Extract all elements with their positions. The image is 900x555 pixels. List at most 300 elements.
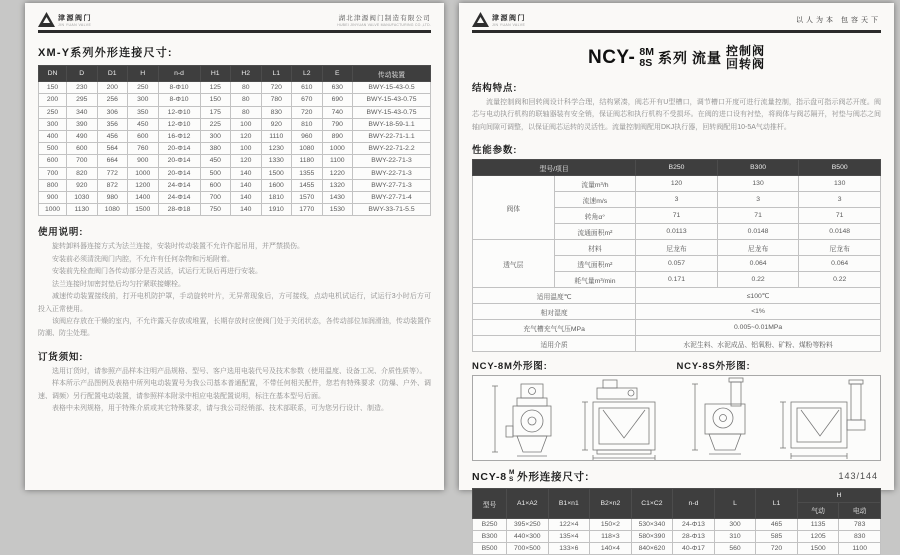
table-cell: 1530 [322,204,353,216]
table-cell: 0.064 [717,256,799,272]
table-cell: DN [39,66,67,82]
row-label: 流速m/s [554,192,636,208]
table-cell: H2 [231,66,262,82]
drawing-8m-front [492,384,551,456]
table-cell: 1100 [322,155,353,167]
usage-paragraph: 减速传动装置接线前，打开电机防护罩，手动旋转叶片，无异常现象后，方可接线，点动电机试运行，试运行3小时后方可投入正常使用。 [38,293,431,313]
table-cell: 传动装置 [353,66,431,82]
header-company-block [337,15,431,27]
table-cell: 12-Φ10 [158,118,200,130]
left-page [25,3,444,490]
table-cell: 295 [67,94,98,106]
table-cell: 1230 [261,143,292,155]
table-cell: C1×C2 [631,489,673,518]
table-row [473,518,881,530]
table-cell: 0.0148 [717,224,799,240]
table-cell: 0.057 [636,256,718,272]
table-cell: 225 [200,118,231,130]
table-cell: 830 [839,530,881,542]
brand-logo [38,12,92,27]
row-label: 适用介质 [473,336,636,352]
table-cell: 100 [231,118,262,130]
table-cell: 783 [839,518,881,530]
brand-name: 津源阀门 [492,15,526,23]
dims-title-variants [509,470,515,484]
table-cell: H1 [200,66,231,82]
series-model-bottom: 8S [639,57,653,70]
table-cell: 840×620 [631,543,673,555]
table-cell: BWY-15-43-0.5 [353,82,431,94]
table-cell: 150 [39,82,67,94]
table-cell: 300 [39,118,67,130]
table-cell: 71 [636,208,718,224]
table-head [39,66,431,82]
table-cell: 140 [231,167,262,179]
table-cell: 200 [97,82,128,94]
table-cell: 1100 [839,543,881,555]
table-cell: 780 [261,94,292,106]
table-cell: B250 [636,160,718,176]
table-cell: 700×500 [507,543,549,555]
table-cell: BWY-22-71-1.1 [353,130,431,142]
table-cell: 140 [231,179,262,191]
table-cell: 0.171 [636,272,718,288]
row-label: 材料 [554,240,636,256]
table-cell: 760 [128,143,159,155]
table-cell: 920 [261,118,292,130]
mountain-triangle-logo-icon [472,12,489,27]
table-cell: 80 [231,106,262,118]
table-cell: L1 [756,489,798,518]
drawing-title-8m: NCY-8M外形图: [472,361,548,373]
table-row [473,304,881,320]
table-cell: 8-Φ10 [158,82,200,94]
table-cell: 230 [67,82,98,94]
table-cell: 71 [717,208,799,224]
table-cell: B500 [473,543,507,555]
dims-title-bottom: S [508,475,515,483]
row-label: 透气面积m² [554,256,636,272]
table-row [473,288,881,304]
table-body [39,82,431,216]
table-cell: 尼龙布 [799,240,881,256]
table-cell: 0.005~0.01MPa [636,320,881,336]
table-cell: 440×300 [507,530,549,542]
table-cell: 型号 [473,489,507,518]
usage-heading: 使用说明: [38,227,84,239]
table-cell: 71 [799,208,881,224]
table-row [39,130,431,142]
table-cell: 120 [636,176,718,192]
table-cell: 820 [67,167,98,179]
table-cell: 3 [799,192,881,208]
table-cell: 1000 [322,143,353,155]
table-cell: 900 [128,155,159,167]
table-cell: 12-Φ10 [158,106,200,118]
table-cell: 1030 [67,191,98,203]
table-cell: <1% [636,304,881,320]
table-cell: 28-Φ18 [158,204,200,216]
table-cell: 450 [200,155,231,167]
table-cell: 600 [128,130,159,142]
table-cell: 水泥生料、水泥成品、铝氧粉、矿粉、煤粉等粉料 [636,336,881,352]
table-cell: 630 [322,82,353,94]
table-cell: 电动 [839,502,881,518]
table-cell: 1130 [67,204,98,216]
table-cell: 980 [97,191,128,203]
row-label: 充气槽充气气压MPa [473,320,636,336]
table-cell: 140 [231,204,262,216]
table-cell: 1205 [797,530,839,542]
table-cell: 900 [39,191,67,203]
table-cell: 1330 [261,155,292,167]
table-head [473,489,881,518]
table-cell: 890 [322,130,353,142]
drawing-8m-side [582,380,655,460]
table-cell: 24-Φ14 [158,179,200,191]
table-cell: B1×n1 [548,489,590,518]
table-row [39,106,431,118]
table-cell: 1110 [261,130,292,142]
table-cell: 0.064 [799,256,881,272]
table-cell: L [714,489,756,518]
usage-paragraph: 该阀应存放在干燥的室内，不允许露天存放或堆置，长期存放时应使阀门处于关闭状态，各传动部位加润滑油，传动装置作防潮、防尘处理。 [38,317,431,338]
table-cell: 1135 [797,518,839,530]
table-cell: 720 [756,543,798,555]
table-cell: 356 [97,118,128,130]
usage-paragraph: 法兰连接时加密封垫后均匀拧紧联接螺栓。 [52,280,185,288]
table-cell: 133×6 [548,543,590,555]
table-cell: 0.0113 [636,224,718,240]
table-cell: 772 [97,167,128,179]
table-cell: 尼龙布 [636,240,718,256]
table-cell: BWY-22-71-3 [353,167,431,179]
table-cell: 310 [714,530,756,542]
table-cell: H [128,66,159,82]
table-cell: 810 [292,118,323,130]
table-cell: 200 [39,94,67,106]
table-cell: 型号/项目 [473,160,636,176]
table-header-row [473,489,881,502]
table-header-row [473,160,881,176]
table-row [39,94,431,106]
table-cell: A1×A2 [507,489,549,518]
table-body [473,518,881,555]
dims-section-title [472,469,881,484]
table-cell: 250 [39,106,67,118]
table-cell: 790 [322,118,353,130]
table-cell: 20-Φ14 [158,155,200,167]
table-cell: 456 [97,130,128,142]
performance-table [472,159,881,352]
table-row [39,155,431,167]
table-cell: 490 [67,130,98,142]
table-cell: B300 [473,530,507,542]
table-row [39,143,431,155]
table-cell: 530×340 [631,518,673,530]
left-section-title: XM-Y系列外形连接尺寸: [38,47,173,59]
ordering-paragraph: 样本所示产品图例及表格中所列电动装置号为我公司基本普通配置，不带任何相关配件，您若有特殊要求（防爆、户外、调速、调频）另行配置电动装置，请参照样本附录中相应电装配置说明，标注在基本型号后面。 [38,380,431,400]
table-cell: 1455 [292,179,323,191]
table-cell: 40-Φ17 [673,543,715,555]
table-cell: BWY-22-71-3 [353,155,431,167]
features-heading: 结构特点: [472,82,518,94]
valve-type-bottom: 回转阀 [725,57,765,72]
table-cell: BWY-33-71-5.5 [353,204,431,216]
table-cell: 500 [39,143,67,155]
table-cell: 1810 [261,191,292,203]
brand-text-block [58,15,92,27]
table-row [473,176,881,192]
ordering-heading: 订货须知: [38,351,84,363]
table-cell: n-d [673,489,715,518]
table-cell: 气动 [797,502,839,518]
table-cell: 80 [231,94,262,106]
table-cell: 585 [756,530,798,542]
table-cell: 1220 [322,167,353,179]
mountain-triangle-logo-icon [38,12,55,27]
table-cell: n-d [158,66,200,82]
table-cell: 1080 [97,204,128,216]
table-cell: 1910 [261,204,292,216]
table-row [473,530,881,542]
table-cell: 500 [200,167,231,179]
usage-paragraph: 旋转卸料器连接方式为法兰连接，安装时传动装置不允许作起吊用，并严禁损伤。 [52,243,304,251]
valve-outline-drawings [473,376,880,460]
table-cell: 340 [67,106,98,118]
table-cell: B500 [799,160,881,176]
page-number: 143/144 [838,471,878,481]
table-row [39,204,431,216]
page-header [38,12,431,33]
table-cell: E [322,66,353,82]
company-name-latin: HUBEI JINYUAN VALVE MANUFACTURING CO.,LTD. [337,23,431,27]
table-cell: 135×4 [548,530,590,542]
table-cell: D [67,66,98,82]
table-cell: 960 [292,130,323,142]
table-cell: 16-Φ12 [158,130,200,142]
page-header [472,12,881,33]
table-cell: 300 [200,130,231,142]
table-cell: 1570 [292,191,323,203]
ordering-paragraph: 表格中未列规格，用于特殊介质或其它特殊要求，请与我公司经销部、技术部联系，可为您另行设计、制造。 [52,405,388,413]
table-cell: 122×4 [548,518,590,530]
row-label: 相对湿度 [473,304,636,320]
table-cell: 118×3 [590,530,632,542]
table-cell: 600 [39,155,67,167]
table-cell: L2 [292,66,323,82]
table-cell: 395×250 [507,518,549,530]
table-cell: 300 [128,94,159,106]
row-label: 流量m³/h [554,176,636,192]
valve-type-top: 控制阀 [725,44,765,58]
table-cell: 尼龙布 [717,240,799,256]
table-cell: 600 [200,179,231,191]
table-cell: 150×2 [590,518,632,530]
row-label: 适用温度℃ [473,288,636,304]
table-cell: 664 [97,155,128,167]
table-cell: 700 [200,191,231,203]
table-cell: 450 [128,118,159,130]
table-cell: 350 [128,106,159,118]
table-cell: BWY-22-71-2.2 [353,143,431,155]
brand-logo [472,12,526,27]
series-model-prefix: NCY- [587,47,636,69]
table-cell: 1500 [128,204,159,216]
table-cell: 1600 [261,179,292,191]
row-label: 转角α° [554,208,636,224]
table-cell: 130 [799,176,881,192]
table-cell: BWY-18-59-1.1 [353,118,431,130]
table-row [473,320,881,336]
table-cell: 1400 [128,191,159,203]
table-cell: B2×n2 [590,489,632,518]
brand-name-latin: JIN YUAN VALVE [492,22,526,27]
table-cell: 1000 [128,167,159,179]
table-cell: 750 [200,204,231,216]
group-label: 阀体 [473,176,555,240]
series-model-top: 8M [639,46,654,59]
table-cell: 1430 [322,191,353,203]
table-row [39,179,431,191]
table-cell: 920 [67,179,98,191]
table-cell: 28-Φ13 [673,530,715,542]
table-row [473,543,881,555]
table-cell: 130 [717,176,799,192]
table-cell: 8-Φ10 [158,94,200,106]
table-cell: 175 [200,106,231,118]
table-cell: 600 [67,143,98,155]
table-cell: 1320 [322,179,353,191]
table-cell: BWY-27-71-4 [353,191,431,203]
table-cell: L1 [261,66,292,82]
table-cell: 306 [97,106,128,118]
table-cell: 24-Φ13 [673,518,715,530]
table-cell: 24-Φ14 [158,191,200,203]
usage-paragraph: 安装前必须清洗阀门内腔，不允许有任何杂物和污垢附着。 [52,255,234,263]
table-row [39,167,431,179]
table-cell: 670 [292,94,323,106]
table-cell: 465 [756,518,798,530]
table-cell: 1770 [292,204,323,216]
table-row [39,191,431,203]
drawing-8s-front [692,378,745,454]
table-cell: 3 [636,192,718,208]
flow-label: 流量 [691,50,722,67]
table-cell: 20-Φ14 [158,143,200,155]
right-page [459,3,894,553]
table-cell: 720 [261,82,292,94]
table-row [473,240,881,256]
usage-paragraph: 安装前先检查阀门各传动部分是否灵活，试运行无误后再进行安装。 [52,268,262,276]
group-label: 透气层 [473,240,555,288]
series-title [472,45,881,72]
table-cell: 1200 [128,179,159,191]
table-cell: 250 [128,82,159,94]
table-row [473,336,881,352]
table-cell: BWY-15-43-0.75 [353,94,431,106]
table-cell: BWY-15-43-0.75 [353,106,431,118]
table-cell: B300 [717,160,799,176]
table-cell: 380 [200,143,231,155]
table-cell: 1355 [292,167,323,179]
table-cell: 720 [292,106,323,118]
series-label: 系列 [657,50,688,67]
table-cell: 150 [200,94,231,106]
table-cell: 140×4 [590,543,632,555]
table-cell: 740 [322,106,353,118]
table-cell: 560 [714,543,756,555]
table-cell: 1500 [797,543,839,555]
brand-name-latin: JIN YUAN VALVE [58,22,92,27]
row-label: 耗气量m³/min [554,272,636,288]
table-cell: 256 [97,94,128,106]
table-cell: 400 [39,130,67,142]
table-cell: 580×390 [631,530,673,542]
table-cell: 0.0148 [799,224,881,240]
table-cell: 700 [39,167,67,179]
table-row [39,118,431,130]
drawing-title-8s: NCY-8S外形图: [676,361,751,373]
brand-text-block [492,15,526,27]
table-cell: 872 [97,179,128,191]
table-cell: 1000 [39,204,67,216]
drawing-8s-side [780,380,865,459]
dims-title-prefix: NCY-8 [472,470,507,483]
table-cell: 0.22 [799,272,881,288]
table-cell: 100 [231,143,262,155]
table-cell: 1500 [261,167,292,179]
valve-type-stack [726,45,765,72]
table-cell: 300 [714,518,756,530]
table-cell: 830 [261,106,292,118]
row-label: 流通面积m² [554,224,636,240]
table-cell: ≤100℃ [636,288,881,304]
table-cell: H [797,489,880,502]
table-cell: 610 [292,82,323,94]
dims-title-suffix: 外形连接尺寸: [517,471,590,484]
table-cell: 125 [200,82,231,94]
table-header-row [39,66,431,82]
table-cell: BWY-27-71-3 [353,179,431,191]
table-cell: 80 [231,82,262,94]
performance-heading: 性能参数: [472,145,518,157]
header-slogan: 以人为本 包容天下 [796,17,881,24]
table-cell: 120 [231,155,262,167]
table-cell: 1080 [292,143,323,155]
company-name: 湖北津源阀门制造有限公司 [338,14,431,22]
table-cell: 0.22 [717,272,799,288]
xmy-dimension-table [38,65,431,216]
table-cell: 20-Φ14 [158,167,200,179]
drawing-titles [472,358,881,372]
table-cell: 1180 [292,155,323,167]
table-cell: 140 [231,191,262,203]
table-cell: 120 [231,130,262,142]
dims-title-top: M [508,469,516,477]
table-cell: 690 [322,94,353,106]
table-cell: B250 [473,518,507,530]
brand-name: 津源阀门 [58,15,92,23]
ordering-paragraph: 选用订货时，请参照产品样本注明产品规格、型号、客户选用电装代号及技术参数（使用温度、设备工况、介质性质等）。 [52,367,427,375]
table-cell: 700 [67,155,98,167]
technical-drawings-panel [472,375,881,461]
table-cell: 3 [717,192,799,208]
connection-dimension-table [472,488,881,555]
table-cell: D1 [97,66,128,82]
table-cell: 564 [97,143,128,155]
table-row [39,82,431,94]
